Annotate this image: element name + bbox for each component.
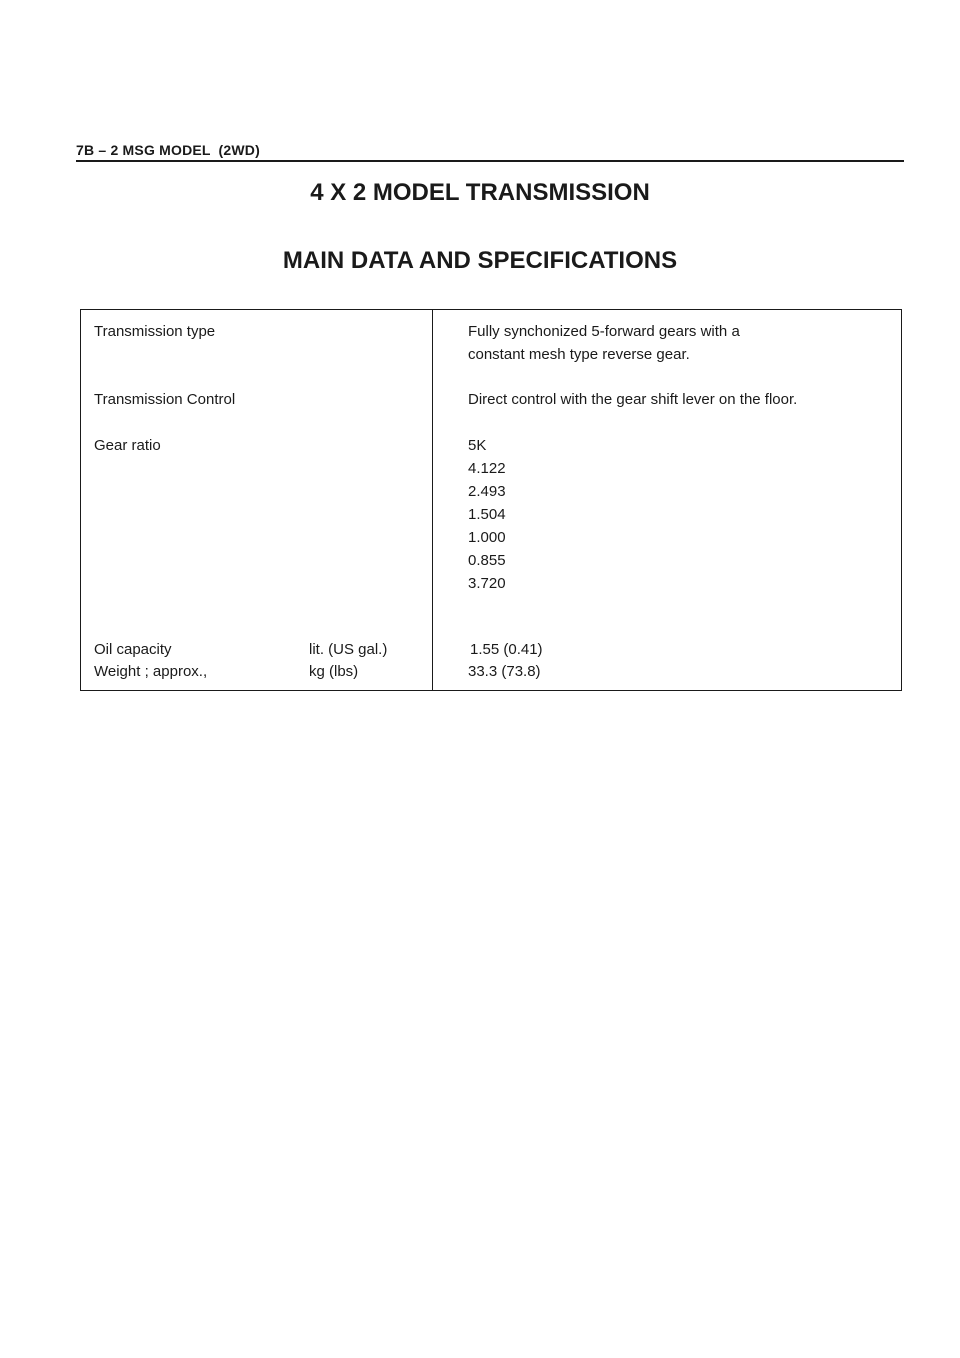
gear-ratio-model: 5K xyxy=(468,437,487,454)
spec-label-weight: Weight ; approx., xyxy=(94,663,208,680)
spec-value-weight: 33.3 (73.8) xyxy=(468,663,541,680)
spec-label-gear-ratio: Gear ratio xyxy=(94,437,161,454)
gear-ratio-value: 0.855 xyxy=(468,552,506,569)
spec-value-transmission-control: Direct control with the gear shift lever on the floor. xyxy=(468,391,798,408)
spec-label-transmission-type: Transmission type xyxy=(94,323,216,340)
gear-ratio-value: 2.493 xyxy=(468,483,506,500)
gear-ratio-list xyxy=(468,434,506,595)
section-title: MAIN DATA AND SPECIFICATIONS xyxy=(282,247,678,274)
gear-ratio-value: 4.122 xyxy=(468,460,506,477)
page-title: 4 X 2 MODEL TRANSMISSION xyxy=(310,179,650,206)
spec-unit-weight: kg (lbs) xyxy=(309,663,359,680)
column-divider xyxy=(432,310,433,690)
gear-ratio-value: 1.000 xyxy=(468,529,506,546)
drive-type: (2WD) xyxy=(218,142,260,158)
page-header xyxy=(76,142,260,158)
spec-table xyxy=(80,309,902,691)
spec-value-oil-capacity: 1.55 (0.41) xyxy=(470,641,543,658)
gear-ratio-value: 3.720 xyxy=(468,575,506,592)
model-name: MSG MODEL xyxy=(122,142,211,158)
spec-value-transmission-type-line1: Fully synchonized 5-forward gears with a xyxy=(468,323,740,340)
section-number: 7B – 2 xyxy=(76,142,119,158)
gear-ratio-value: 1.504 xyxy=(468,506,506,523)
header-rule xyxy=(76,160,904,162)
spec-unit-oil-capacity: lit. (US gal.) xyxy=(309,641,388,658)
spec-value-transmission-type-line2: constant mesh type reverse gear. xyxy=(468,346,690,363)
spec-label-transmission-control: Transmission Control xyxy=(94,391,236,408)
spec-label-oil-capacity: Oil capacity xyxy=(94,641,172,658)
